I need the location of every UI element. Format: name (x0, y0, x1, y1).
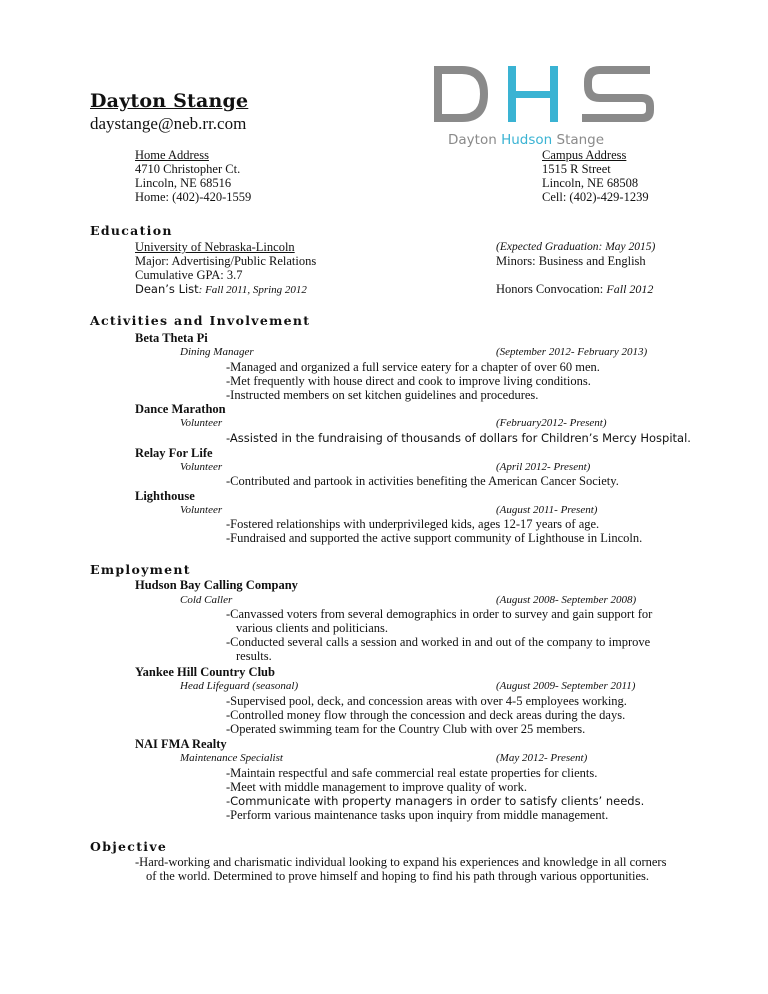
deans-list-terms: : Fall 2011, Spring 2012 (198, 284, 307, 296)
bullet-continuation: results. (236, 649, 272, 663)
employer-name: NAI FMA Realty (135, 737, 227, 751)
job-title: Cold Caller (180, 594, 233, 606)
campus-street: 1515 R Street (542, 162, 611, 176)
campus-city: Lincoln, NE 68508 (542, 176, 639, 190)
bullet: -Assisted in the fundraising of thousands of dollars for Children’s Mercy Hospital. (226, 431, 691, 445)
activity-dates: (April 2012- Present) (496, 461, 591, 473)
resume-name: Dayton Stange (90, 90, 249, 112)
bullet: -Controlled money flow through the concession and deck areas during the days. (226, 708, 626, 722)
employer-name: Hudson Bay Calling Company (135, 578, 298, 592)
activity-bullets (226, 517, 642, 545)
objective-text (135, 855, 666, 883)
employer-name: Yankee Hill Country Club (135, 665, 275, 679)
job-dates: (May 2012- Present) (496, 752, 588, 764)
job-dates: (August 2009- September 2011) (496, 680, 636, 692)
objective-heading: Objective (90, 839, 168, 854)
logo-caption-first: Dayton (448, 132, 502, 148)
logo-caption-middle: Hudson (501, 132, 553, 148)
expected-graduation: (Expected Graduation: May 2015) (496, 241, 656, 253)
activity-org: Relay For Life (135, 446, 213, 460)
activity-role: Volunteer (180, 417, 223, 429)
objective-line: -Hard-working and charismatic individual looking to expand his experiences and knowledge in all corners (135, 855, 667, 869)
activities-heading: Activities and Involvement (90, 313, 311, 328)
activity-org: Lighthouse (135, 489, 195, 503)
major: Major: Advertising/Public Relations (135, 254, 317, 268)
job-bullets (226, 766, 644, 822)
objective-line: of the world. Determined to prove himself and hoping to find his path through various opportunities. (146, 869, 650, 883)
logo-caption-last: Stange (552, 132, 605, 148)
minors: Minors: Business and English (496, 254, 646, 268)
bullet: -Met frequently with house direct and cook to improve living conditions. (226, 374, 591, 388)
job-title: Head Lifeguard (seasonal) (180, 680, 299, 692)
bullet-continuation: various clients and politicians. (236, 621, 389, 635)
home-city: Lincoln, NE 68516 (135, 176, 232, 190)
activity-dates: (August 2011- Present) (496, 504, 598, 516)
home-address-heading: Home Address (135, 148, 209, 162)
honors-term: Fall 2012 (606, 282, 654, 296)
employment-heading: Employment (90, 562, 191, 577)
activity-dates: (February2012- Present) (496, 417, 607, 429)
gpa: Cumulative GPA: 3.7 (135, 268, 243, 282)
deans-list-label: Dean’s List (135, 282, 199, 296)
home-address-block (135, 148, 251, 204)
job-bullets (226, 607, 652, 663)
activity-role: Volunteer (180, 461, 223, 473)
svg-text:Dayton Hudson Stange (448, 132, 604, 148)
bullet: -Instructed members on set kitchen guidelines and procedures. (226, 388, 539, 402)
bullet: -Operated swimming team for the Country Club with over 25 members. (226, 722, 586, 736)
bullet: -Supervised pool, deck, and concession areas with over 4-5 employees working. (226, 694, 627, 708)
bullet: -Meet with middle management to improve quality of work. (226, 780, 527, 794)
bullet: -Conducted several calls a session and worked in and out of the company to improve (226, 635, 651, 649)
education-right (496, 240, 655, 296)
job-bullets (226, 694, 627, 736)
campus-address-block (542, 148, 649, 204)
dhs-logo (432, 62, 662, 150)
bullet: -Canvassed voters from several demographics in order to survey and gain support for (226, 607, 653, 621)
bullet: -Communicate with property managers in order to satisfy clients’ needs. (226, 794, 645, 808)
job-dates: (August 2008- September 2008) (496, 594, 637, 606)
education-left (135, 240, 316, 297)
home-phone: Home: (402)-420-1559 (135, 190, 252, 204)
bullet: -Fostered relationships with underprivileged kids, ages 12-17 years of age. (226, 517, 600, 531)
activity-dates: (September 2012- February 2013) (496, 346, 648, 358)
bullet: -Managed and organized a full service eatery for a chapter of over 60 men. (226, 360, 600, 374)
honors-label: Honors Convocation: (496, 282, 607, 296)
activity-org: Dance Marathon (135, 402, 226, 416)
bullet: -Perform various maintenance tasks upon inquiry from middle management. (226, 808, 609, 822)
campus-phone: Cell: (402)-429-1239 (542, 190, 649, 204)
activity-bullets (226, 360, 600, 402)
activity-role: Volunteer (180, 504, 223, 516)
bullet: -Maintain respectful and safe commercial real estate properties for clients. (226, 766, 598, 780)
bullet: -Fundraised and supported the active support community of Lighthouse in Lincoln. (226, 531, 643, 545)
email-address: daystange@neb.rr.com (90, 114, 247, 133)
home-street: 4710 Christopher Ct. (135, 162, 241, 176)
school-name: University of Nebraska-Lincoln (135, 240, 295, 254)
bullet: -Contributed and partook in activities benefiting the American Cancer Society. (226, 474, 619, 488)
activity-org: Beta Theta Pi (135, 331, 208, 345)
campus-address-heading: Campus Address (542, 148, 627, 162)
education-heading: Education (90, 223, 173, 238)
activity-role: Dining Manager (180, 346, 254, 358)
job-title: Maintenance Specialist (180, 752, 283, 764)
